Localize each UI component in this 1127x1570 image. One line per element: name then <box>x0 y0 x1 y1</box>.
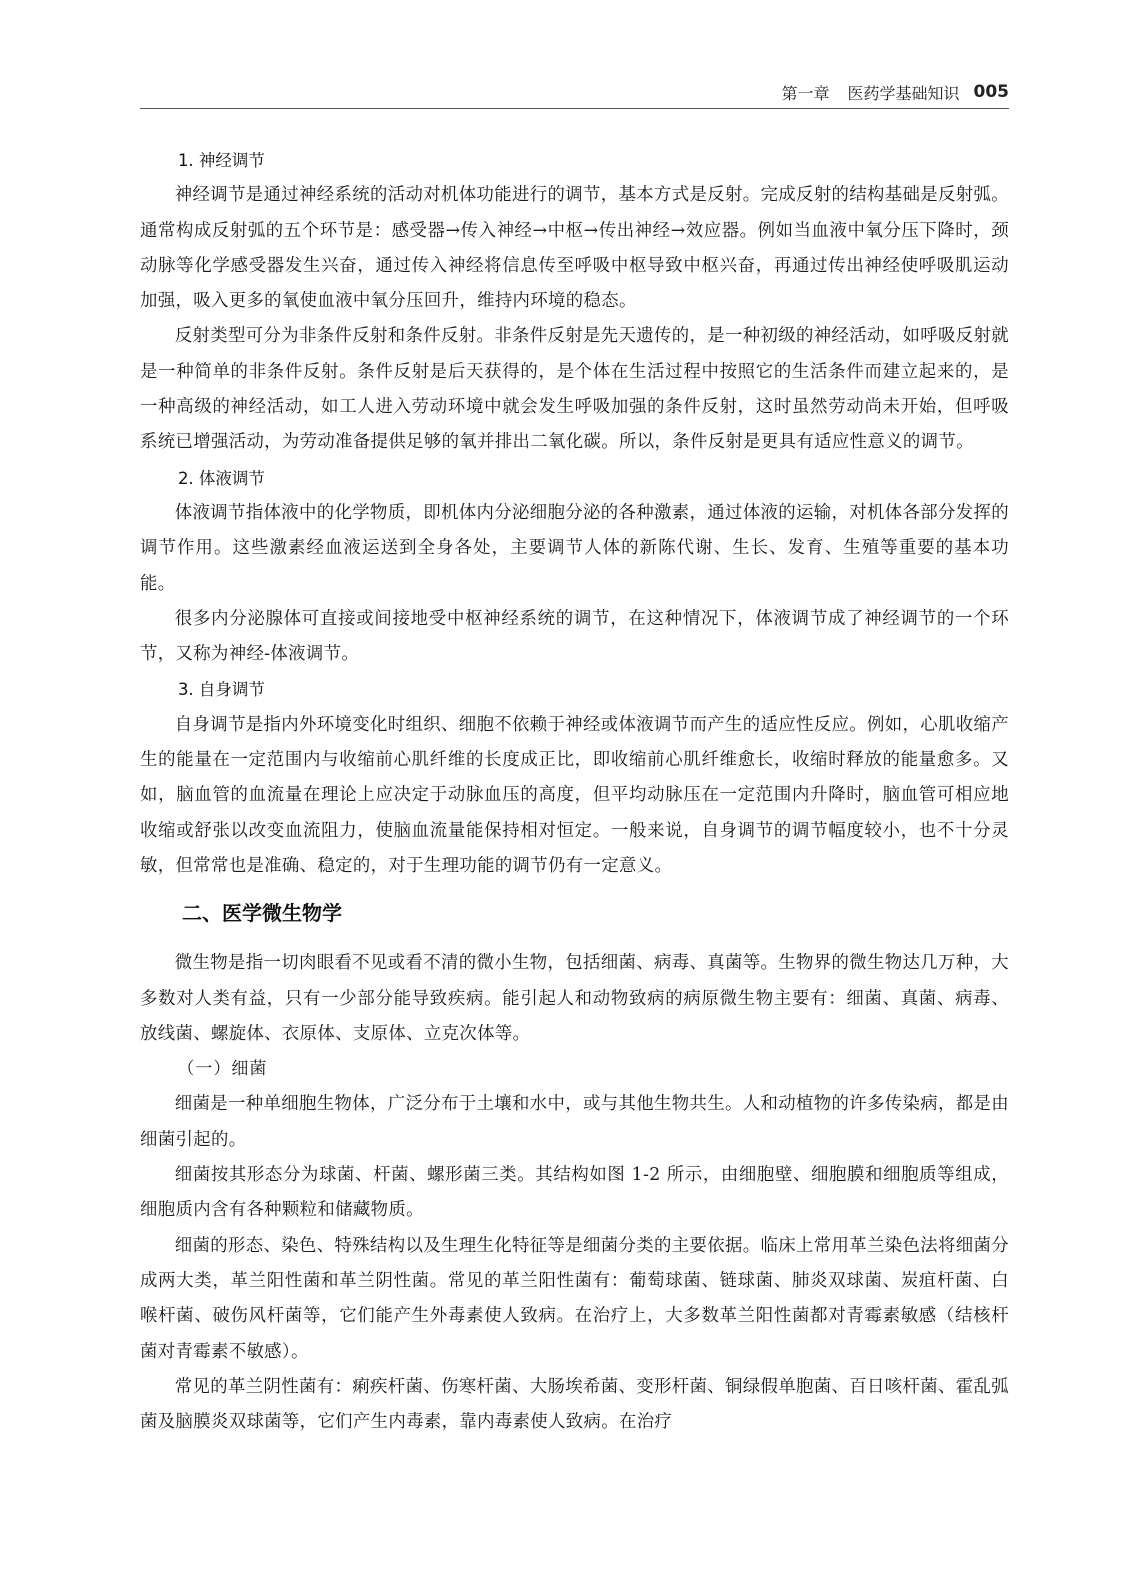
paragraph: 体液调节指体液中的化学物质，即机体内分泌细胞分泌的各种激素，通过体液的运输，对机体各部分发挥的调节作用。这些激素经血液运送到全身各处，主要调节人体的新陈代谢、生长、发育、生殖等重要的基本功能。 <box>140 502 1009 594</box>
section-heading-humoral: 2. 体液调节 <box>177 468 265 488</box>
paragraph: 细菌按其形态分为球菌、杆菌、螺形菌三类。其结构如图 1-2 所示，由细胞壁、细胞膜和细胞质等组成，细胞质内含有各种颗粒和储藏物质。 <box>140 1165 1009 1221</box>
part-heading-microbiology: 二、医学微生物学 <box>182 901 342 926</box>
running-header <box>140 76 1009 109</box>
paragraph: 细菌的形态、染色、特殊结构以及生理生化特征等是细菌分类的主要依据。临床上常用革兰染色法将细菌分成两大类，革兰阳性菌和革兰阴性菌。常见的革兰阳性菌有：葡萄球菌、链球菌、肺炎双球菌、炭疽杆菌、白喉杆菌、破伤风杆菌等，它们能产生外毒素使人致病。在治疗上，大多数革兰阳性菌都对青霉素敏感（结核杆菌对青霉素不敏感）。 <box>140 1235 1009 1362</box>
subsection-heading-bacteria: （一）细菌 <box>177 1059 268 1080</box>
section-heading-autoregulation: 3. 自身调节 <box>177 680 265 700</box>
paragraph: 反射类型可分为非条件反射和条件反射。非条件反射是先天遗传的，是一种初级的神经活动，如呼吸反射就是一种简单的非条件反射。条件反射是后天获得的，是个体在生活过程中按照它的生活条件而建立起来的，是一种高级的神经活动，如工人进入劳动环境中就会发生呼吸加强的条件反射，这时虽然劳动尚未开始，但呼吸系统已增强活动，为劳动准备提供足够的氧并排出二氧化碳。所以，条件反射是更具有适应性意义的调节。 <box>140 326 1009 453</box>
page-body <box>140 143 1009 1440</box>
page-number: 005 <box>973 82 1009 102</box>
chapter-title: 医药学基础知识 <box>847 83 960 103</box>
section-heading-neural: 1. 神经调节 <box>177 151 265 170</box>
paragraph: 微生物是指一切肉眼看不见或看不清的微小生物，包括细菌、病毒、真菌等。生物界的微生物达几万种，大多数对人类有益，只有一少部分能导致疾病。能引起人和动物致病的病原微生物主要有：细菌、真菌、病毒、放线菌、螺旋体、衣原体、支原体、立克次体等。 <box>140 953 1009 1044</box>
paragraph: 细菌是一种单细胞生物体，广泛分布于土壤和水中，或与其他生物共生。人和动植物的许多传染病，都是由细菌引起的。 <box>140 1094 1009 1150</box>
paragraph: 神经调节是通过神经系统的活动对机体功能进行的调节，基本方式是反射。完成反射的结构基础是反射弧。通常构成反射弧的五个环节是：感受器→传入神经→中枢→传出神经→效应器。例如当血液中氧分压下降时，颈动脉等化学感受器发生兴奋，通过传入神经将信息传至呼吸中枢导致中枢兴奋，再通过传出神经使呼吸肌运动加强，吸入更多的氧使血液中氧分压回升，维持内环境的稳态。 <box>140 185 1009 312</box>
chapter-label: 第一章 <box>781 83 830 103</box>
paragraph: 常见的革兰阴性菌有：痢疾杆菌、伤寒杆菌、大肠埃希菌、变形杆菌、铜绿假单胞菌、百日咳杆菌、霍乱弧菌及脑膜炎双球菌等，它们产生内毒素，靠内毒素使人致病。在治疗 <box>140 1376 1009 1433</box>
paragraph: 自身调节是指内外环境变化时组织、细胞不依赖于神经或体液调节而产生的适应性反应。例如，心肌收缩产生的能量在一定范围内与收缩前心肌纤维的长度成正比，即收缩前心肌纤维愈长，收缩时释放的能量愈多。又如，脑血管的血流量在理论上应决定于动脉血压的高度，但平均动脉压在一定范围内升降时，脑血管可相应地收缩或舒张以改变血流阻力，使脑血流量能保持相对恒定。一般来说，自身调节的调节幅度较小，也不十分灵敏，但常常也是准确、稳定的，对于生理功能的调节仍有一定意义。 <box>140 714 1009 876</box>
paragraph: 很多内分泌腺体可直接或间接地受中枢神经系统的调节，在这种情况下，体液调节成了神经调节的一个环节，又称为神经-体液调节。 <box>140 608 1009 665</box>
